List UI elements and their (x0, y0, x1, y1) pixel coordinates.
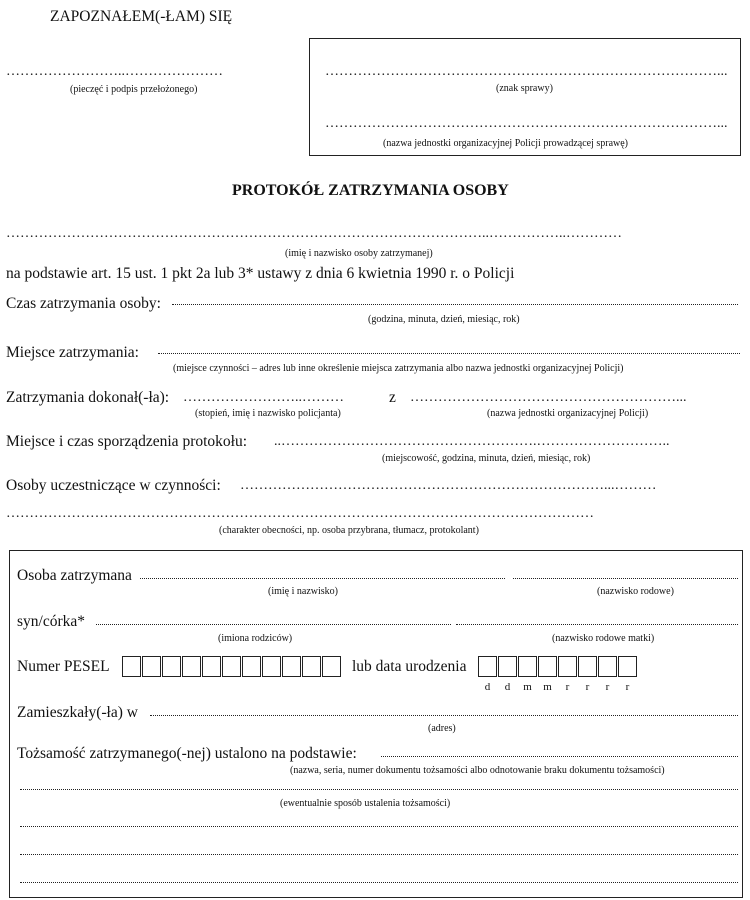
dob-digit-box[interactable] (578, 656, 597, 677)
time-label: Czas zatrzymania osoby: (6, 295, 161, 312)
place-label: Miejsce zatrzymania: (6, 344, 139, 361)
participants-line[interactable]: ……………………………………………………………………...……… (240, 478, 657, 493)
officer-caption: (stopień, imię i nazwisko policjanta) (195, 408, 341, 419)
dob-format-char: r (605, 681, 610, 693)
pesel-digit-box[interactable] (322, 656, 341, 677)
dob-format (478, 681, 638, 693)
dob-format-char: d (484, 681, 491, 693)
pesel-digit-box[interactable] (142, 656, 161, 677)
identity-label: Tożsamość zatrzymanego(-nej) ustalono na podstawie: (17, 745, 357, 762)
case-number-caption: (znak sprawy) (496, 83, 553, 94)
mother-caption: (nazwisko rodowe matki) (552, 633, 655, 644)
identity-caption: (nazwa, seria, numer dokumentu tożsamości albo odnotowanie braku dokumentu tożsamości) (290, 765, 665, 776)
person-name-caption: (imię i nazwisko osoby zatrzymanej) (285, 248, 433, 259)
protocol-line[interactable]: ..……………………………………………….……………………….. (274, 434, 670, 449)
dob-format-char: r (585, 681, 590, 693)
mother-surname-line[interactable] (456, 624, 738, 625)
pesel-digit-box[interactable] (182, 656, 201, 677)
officer-line[interactable]: ……………………..……… (183, 390, 344, 405)
detainee-box (9, 550, 743, 898)
parents-caption: (imiona rodziców) (218, 633, 293, 644)
dob-digit-box[interactable] (558, 656, 577, 677)
legal-basis: na podstawie art. 15 ust. 1 pkt 2a lub 3* ustawy z dnia 6 kwietnia 1990 r. o Policji (6, 265, 515, 282)
pesel-digit-box[interactable] (282, 656, 301, 677)
participants-line-2[interactable]: ……………………………………………………………………………………………………………… (6, 506, 594, 521)
person-name-line[interactable]: …………………………………………………………………………………………..……………..………… (6, 226, 622, 241)
page-title: PROTOKÓŁ ZATRZYMANIA OSOBY (232, 182, 509, 199)
officer-unit-line[interactable]: …………………………………………………... (410, 390, 687, 405)
detainee-surname-line[interactable] (513, 578, 738, 579)
blank-line[interactable] (20, 854, 738, 855)
residence-line[interactable] (150, 715, 738, 716)
protocol-label: Miejsce i czas sporządzenia protokołu: (6, 433, 248, 450)
time-line[interactable] (172, 304, 738, 305)
stamp-caption: (pieczęć i podpis przełożonego) (70, 84, 198, 95)
detainee-name-caption: (imię i nazwisko) (268, 586, 338, 597)
identity-line[interactable] (381, 756, 738, 757)
pesel-digit-box[interactable] (162, 656, 181, 677)
place-caption: (miejsce czynności – adres lub inne określenie miejsca zatrzymania albo nazwa jednostki organizacyjnej Policji) (173, 363, 624, 374)
case-number-line[interactable]: …………………………………………………………………………... (325, 64, 728, 79)
dob-format-char: m (543, 681, 552, 693)
protocol-caption: (miejscowość, godzina, minuta, dzień, miesiąc, rok) (382, 453, 591, 464)
blank-line[interactable] (20, 826, 738, 827)
acknowledged-label: ZAPOZNAŁEM(-ŁAM) SIĘ (50, 8, 233, 25)
dob-digit-box[interactable] (598, 656, 617, 677)
pesel-input[interactable] (122, 656, 342, 677)
parents-names-line[interactable] (96, 624, 451, 625)
officer-z: z (389, 389, 396, 406)
time-caption: (godzina, minuta, dzień, miesiąc, rok) (368, 314, 520, 325)
blank-line[interactable] (20, 882, 738, 883)
address-caption: (adres) (428, 723, 456, 734)
case-unit-caption: (nazwa jednostki organizacyjnej Policji prowadzącej sprawę) (383, 138, 628, 149)
pesel-digit-box[interactable] (122, 656, 141, 677)
stamp-signature-line[interactable]: ……………………..………………… (6, 64, 223, 79)
place-line[interactable] (158, 353, 740, 354)
detainee-surname-caption: (nazwisko rodowe) (597, 586, 674, 597)
pesel-digit-box[interactable] (242, 656, 261, 677)
pesel-digit-box[interactable] (222, 656, 241, 677)
identity-line-2[interactable] (20, 789, 738, 790)
officer-label: Zatrzymania dokonał(-ła): (6, 389, 170, 406)
dob-digit-box[interactable] (478, 656, 497, 677)
son-daughter-label: syn/córka* (17, 613, 86, 630)
pesel-digit-box[interactable] (302, 656, 321, 677)
dob-digit-box[interactable] (498, 656, 517, 677)
unit-caption: (nazwa jednostki organizacyjnej Policji) (487, 408, 649, 419)
residence-label: Zamieszkały(-ła) w (17, 704, 138, 721)
dob-input[interactable] (478, 656, 638, 677)
dob-format-char: r (625, 681, 630, 693)
dob-format-char: r (565, 681, 570, 693)
detainee-name-label: Osoba zatrzymana (17, 567, 132, 584)
detainee-name-line[interactable] (140, 578, 505, 579)
dob-digit-box[interactable] (538, 656, 557, 677)
participants-label: Osoby uczestniczące w czynności: (6, 477, 221, 494)
dob-format-char: d (504, 681, 511, 693)
dob-format-char: m (523, 681, 532, 693)
participants-caption: (charakter obecności, np. osoba przybrana, tłumacz, protokolant) (219, 525, 479, 536)
case-unit-line[interactable]: …………………………………………………………………………... (325, 116, 728, 131)
dob-digit-box[interactable] (518, 656, 537, 677)
pesel-digit-box[interactable] (262, 656, 281, 677)
method-caption: (ewentualnie sposób ustalenia tożsamości) (280, 798, 451, 809)
dob-digit-box[interactable] (618, 656, 637, 677)
pesel-label: Numer PESEL (17, 658, 110, 675)
dob-label: lub data urodzenia (352, 658, 467, 675)
pesel-digit-box[interactable] (202, 656, 221, 677)
